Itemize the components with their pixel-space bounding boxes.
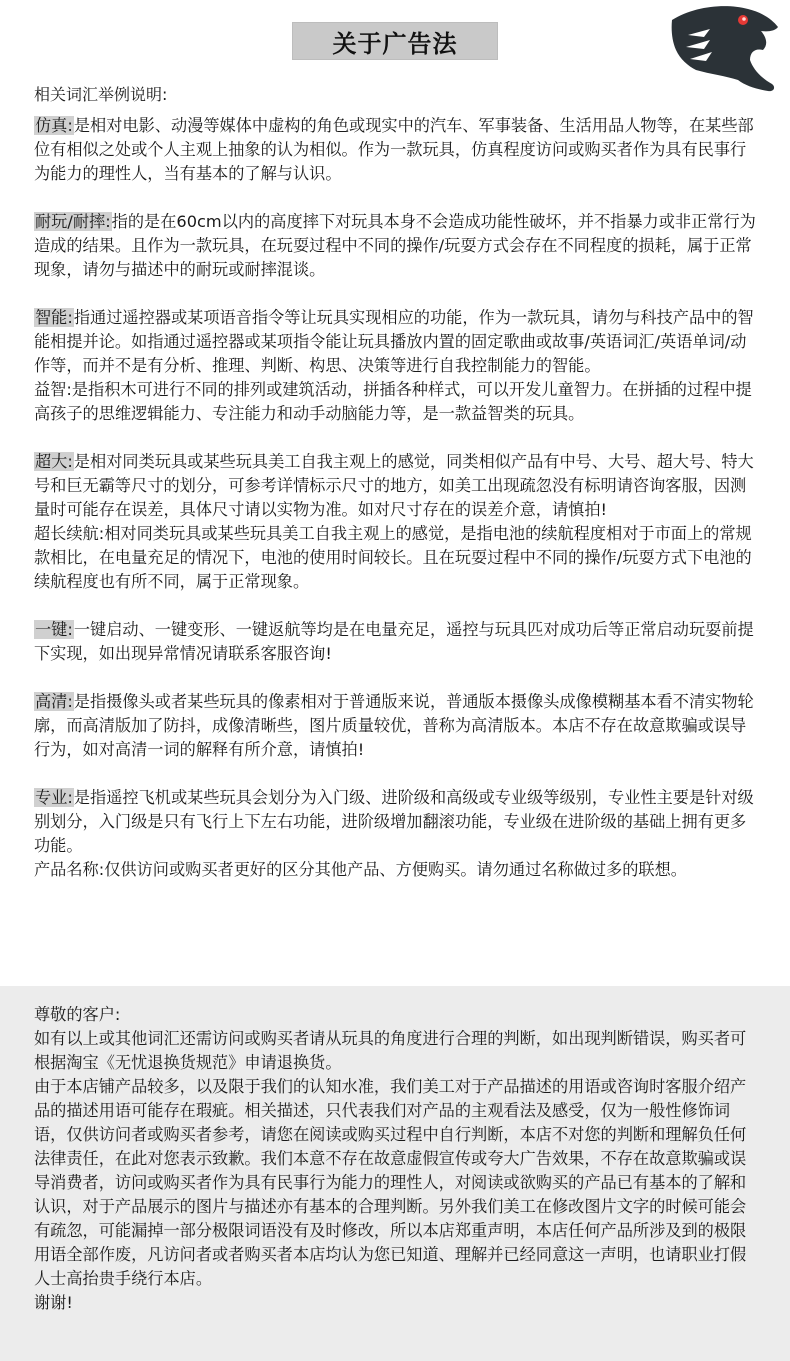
term-label: 仿真: xyxy=(35,116,73,135)
term-paragraph xyxy=(34,690,758,762)
term-description: 仅供访问或购买者更好的区分其他产品、方便购买。请勿通过名称做过多的联想。 xyxy=(104,860,687,879)
term-paragraph xyxy=(34,522,758,594)
term-paragraph xyxy=(34,858,758,882)
notice-greeting: 尊敬的客户: xyxy=(34,1005,121,1024)
term-label: 智能: xyxy=(35,308,73,327)
term-paragraph xyxy=(34,210,758,282)
section-oversized xyxy=(34,450,758,594)
section-one-key xyxy=(34,618,758,666)
term-label: 超长续航: xyxy=(34,524,105,543)
section-professional xyxy=(34,786,758,882)
page-title: 关于广告法 xyxy=(292,22,498,60)
term-label: 耐玩/耐摔: xyxy=(35,212,111,231)
intro-text: 相关词汇举例说明: xyxy=(34,85,168,104)
dinosaur-head-logo-icon xyxy=(664,0,782,100)
term-description: 是指摄像头或者某些玩具的像素相对于普通版来说，普通版本摄像头成像模糊基本看不清实物轮廓，而高清版加了防抖，成像清晰些，图片质量较优，普称为高清版本。本店不存在故意欺骗或误导行为，如对高清一词的解释有所介意，请慎拍! xyxy=(34,692,754,759)
term-description: 指通过遥控器或某项语音指令等让玩具实现相应的功能，作为一款玩具，请勿与科技产品中的智能相提并论。如指通过遥控器或某项指令能让玩具播放内置的固定歌曲或故事/英语词汇/英语单词/动作等，而并不是有分析、推理、判断、构思、决策等进行自我控制能力的智能。 xyxy=(34,308,754,375)
page-header xyxy=(0,0,790,75)
logo-eye-highlight xyxy=(742,17,746,21)
notice-closing: 谢谢! xyxy=(34,1293,73,1312)
term-description: 指的是在60cm以内的高度摔下对玩具本身不会造成功能性破坏，并不指暴力或非正常行为造成的结果。且作为一款玩具，在玩耍过程中不同的操作/玩耍方式会存在不同程度的损耗，属于正常现象，请勿与描述中的耐玩或耐摔混谈。 xyxy=(34,212,756,279)
term-label: 超大: xyxy=(35,452,73,471)
term-description: 是相对电影、动漫等媒体中虚构的角色或现实中的汽车、军事装备、生活用品人物等，在某些部位有相似之处或个人主观上抽象的认为相似。作为一款玩具，仿真程度访问或购买者作为具有民事行为能力的理性人，当有基本的了解与认识。 xyxy=(34,116,754,183)
term-description: 是相对同类玩具或某些玩具美工自我主观上的感觉，同类相似产品有中号、大号、超大号、特大号和巨无霸等尺寸的划分，可参考详情标示尺寸的地方，如美工出现疏忽没有标明请咨询客服，因测量时可能存在误差，具体尺寸请以实物为准。如对尺寸存在的误差介意，请慎拍! xyxy=(34,452,754,519)
term-label: 益智: xyxy=(34,380,72,399)
term-label: 一键: xyxy=(35,620,73,639)
term-paragraph xyxy=(34,306,758,378)
term-description: 相对同类玩具或某些玩具美工自我主观上的感觉，是指电池的续航程度相对于市面上的常规款相比，在电量充足的情况下，电池的使用时间较长。且在玩耍过程中不同的操作/玩耍方式下电池的续航程度也有所不同，属于正常现象。 xyxy=(34,524,752,591)
section-hd xyxy=(34,690,758,762)
terms-content xyxy=(34,114,758,906)
section-simulation xyxy=(34,114,758,186)
term-paragraph xyxy=(34,450,758,522)
term-description: 一键启动、一键变形、一键返航等均是在电量充足，遥控与玩具匹对成功后等正常启动玩耍前提下实现，如出现异常情况请联系客服咨询! xyxy=(34,620,754,663)
term-description: 是指积木可进行不同的排列或建筑活动，拼插各种样式，可以开发儿童智力。在拼插的过程中提高孩子的思维逻辑能力、专注能力和动手动脑能力等，是一款益智类的玩具。 xyxy=(34,380,752,423)
section-smart xyxy=(34,306,758,426)
customer-notice-body xyxy=(34,1003,758,1315)
term-label: 专业: xyxy=(35,788,73,807)
term-paragraph xyxy=(34,618,758,666)
term-paragraph xyxy=(34,378,758,426)
customer-notice xyxy=(0,986,790,1361)
notice-paragraph: 如有以上或其他词汇还需访问或购买者请从玩具的角度进行合理的判断，如出现判断错误，购买者可根据淘宝《无忧退换货规范》申请退换货。 xyxy=(34,1029,747,1072)
logo-head-shape xyxy=(672,6,778,91)
term-label: 高清: xyxy=(35,692,73,711)
term-description: 是指遥控飞机或某些玩具会划分为入门级、进阶级和高级或专业级等级别，专业性主要是针对级别划分，入门级是只有飞行上下左右功能，进阶级增加翻滚功能，专业级在进阶级的基础上拥有更多功能。 xyxy=(34,788,754,855)
term-paragraph xyxy=(34,786,758,858)
term-paragraph xyxy=(34,114,758,186)
term-label: 产品名称: xyxy=(34,860,105,879)
section-durable xyxy=(34,210,758,282)
notice-paragraph: 由于本店铺产品较多，以及限于我们的认知水准，我们美工对于产品描述的用语或咨询时客服介绍产品的描述用语可能存在瑕疵。相关描述，只代表我们对产品的主观看法及感受，仅为一般性修饰词语，仅供访问者或购买者参考，请您在阅读或购买过程中自行判断，本店不对您的判断和理解负任何法律责任，在此对您表示致歉。我们本意不存在故意虚假宣传或夸大广告效果，不存在故意欺骗或误导消费者，访问或购买者作为具有民事行为能力的理性人，对阅读或欲购买的产品已有基本的了解和认识，对于产品展示的图片与描述亦有基本的合理判断。另外我们美工在修改图片文字的时候可能会有疏忽，可能漏掉一部分极限词语没有及时修改，所以本店郑重声明，本店任何产品所涉及到的极限用语全部作废，凡访问者或者购买者本店均认为您已知道、理解并已经同意这一声明，也请职业打假人士高抬贵手绕行本店。 xyxy=(34,1077,747,1288)
